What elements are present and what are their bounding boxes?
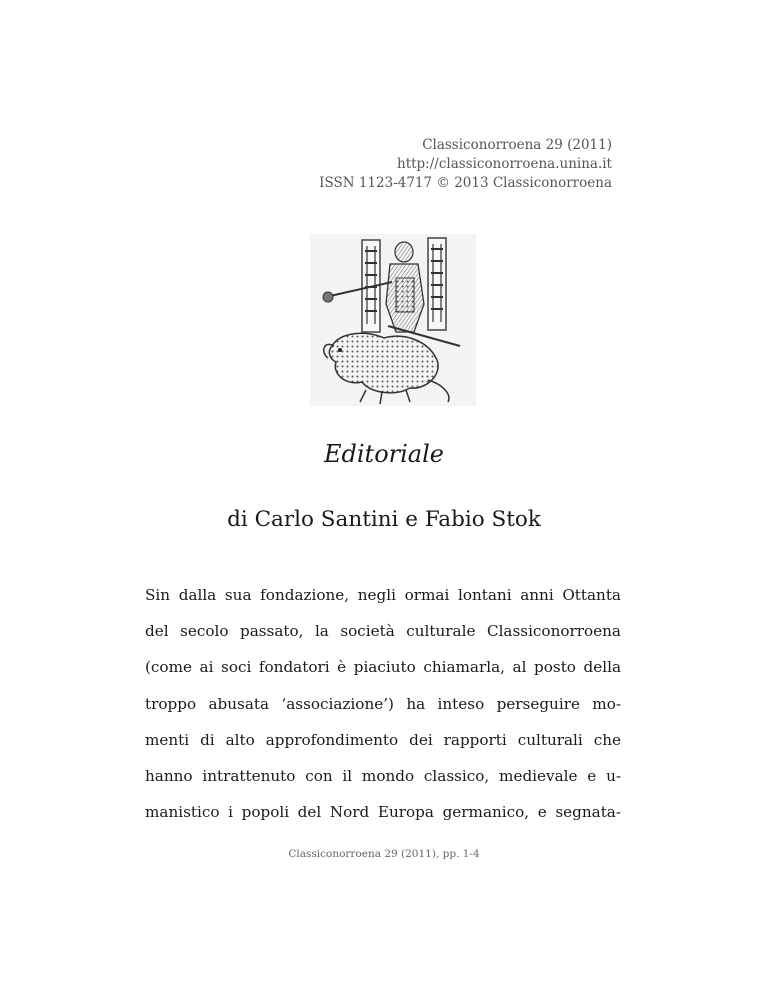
body-line: manistico i popoli del Nord Europa germanico, e segnata- — [145, 803, 621, 822]
article-title: Editoriale — [324, 440, 444, 468]
body-line: troppo abusata ‘associazione’) ha inteso perseguire mo- — [145, 694, 621, 713]
body-line: (come ai soci fondatori è piaciuto chiamarla, al posto della — [145, 658, 621, 677]
journal-issn: ISSN 1123-4717 © 2013 Classiconorroena — [319, 175, 612, 191]
body-line: del secolo passato, la società culturale Classiconorroena — [145, 622, 621, 641]
page-footer: Classiconorroena 29 (2011), pp. 1-4 — [288, 848, 480, 860]
journal-header — [319, 136, 612, 193]
body-line: menti di alto approfondimento dei rapporti culturali che — [145, 730, 621, 749]
article-body — [145, 577, 621, 830]
article-authors: di Carlo Santini e Fabio Stok — [227, 507, 541, 532]
knight-on-beast-woodcut-icon — [310, 234, 476, 406]
journal-url: http://classiconorroena.unina.it — [397, 156, 612, 172]
body-line: Sin dalla sua fondazione, negli ormai lontani anni Ottanta — [145, 586, 621, 604]
journal-citation: Classiconorroena 29 (2011) — [422, 137, 612, 153]
body-line: hanno intrattenuto con il mondo classico, medievale e u- — [145, 766, 621, 785]
